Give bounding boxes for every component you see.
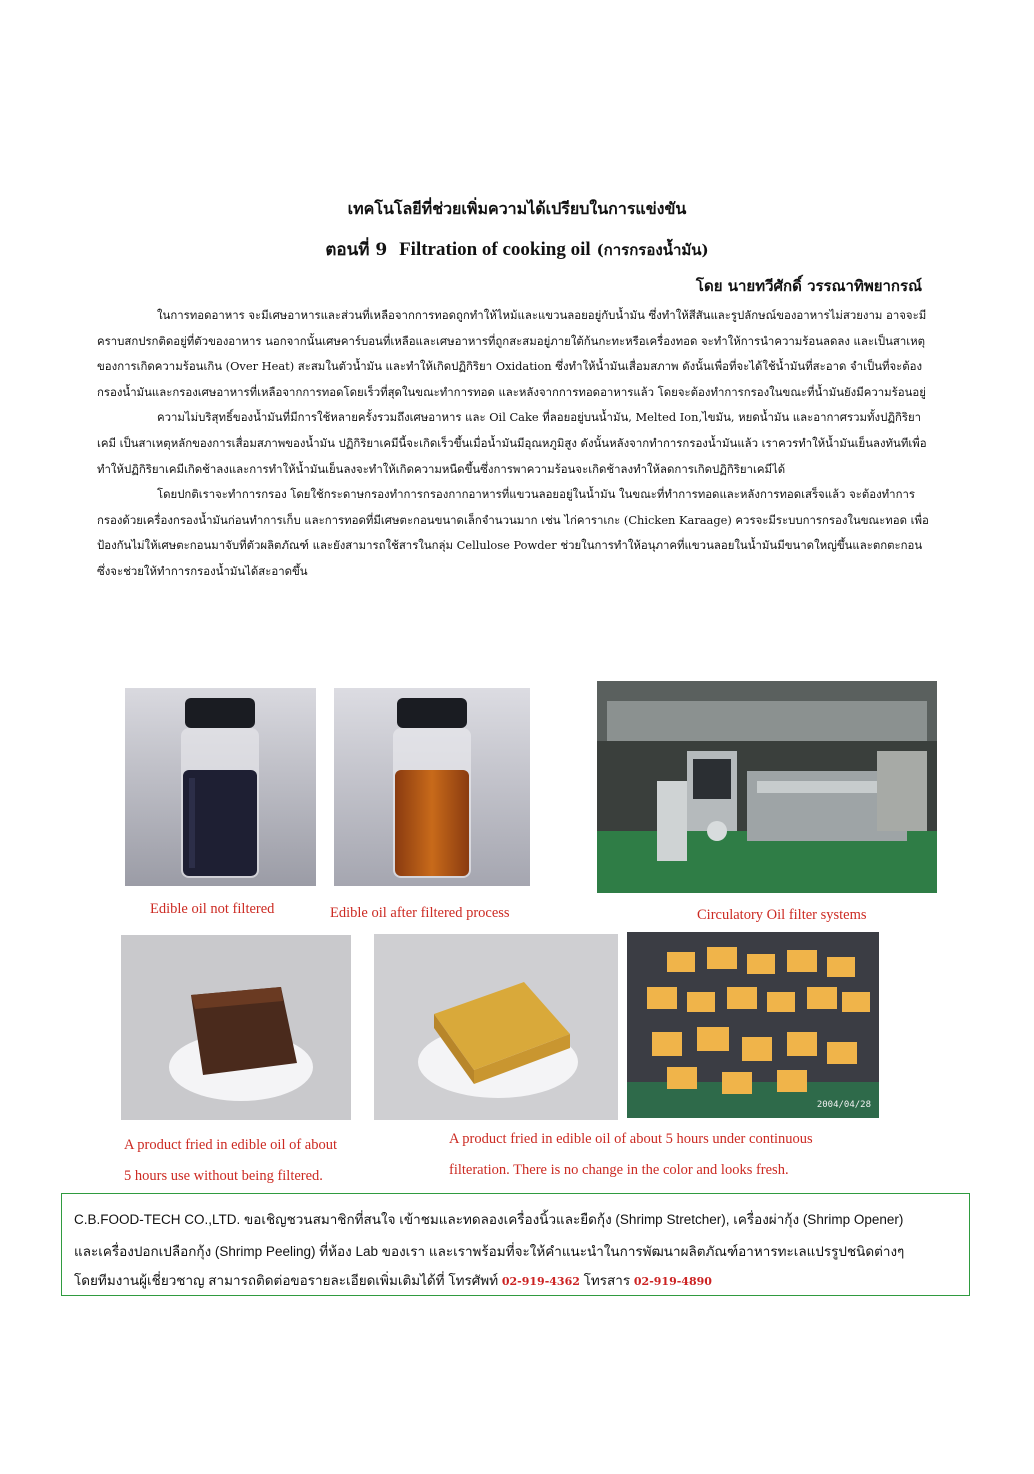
photo-oil-filtered <box>334 688 530 886</box>
paragraph-3: โดยปกติเราจะทำการกรอง โดยใช้กระดาษกรองทำการกรองกากอาหารที่แขวนลอยอยู่ในน้ำมัน ในขณะที่ทำการทอดและหลังการทอดเสร็จแล้ว จะต้องทำการกรองด้วยเครื่องกรองน้ำมันก่อนทำการเก็บ และการทอดที่มีเศษตะกอนขนาดเล็กจำนวนมาก เช่น ไก่คาราเกะ (Chicken Karaage) ควรจะมีระบบการกรองในขณะทอด เพื่อป้องกันไม่ให้เศษตะกอนมาจับที่ตัวผลิตภัณฑ์ และยังสามารถใช้สารในกลุ่ม Cellulose Powder ช่วยในการทำให้อนุภาคที่แขวนลอยในน้ำมันมีขนาดใหญ่ขึ้นและตกตะกอน ซึ่งจะช่วยให้ทำการกรองน้ำมันได้สะอาดขึ้น <box>97 487 929 578</box>
photo-filter-system <box>597 681 937 893</box>
caption-filter-system: Circulatory Oil filter systems <box>697 907 867 923</box>
caption-product-filtered-line2: filteration. There is no change in the color and looks fresh. <box>449 1162 789 1178</box>
article-body <box>97 303 937 585</box>
caption-product-filtered-line1: A product fried in edible oil of about 5 hours under continuous <box>449 1131 813 1147</box>
photo-tofu-on-rack <box>627 932 879 1118</box>
contact-box <box>61 1193 970 1296</box>
contact-phone: 02-919-4362 <box>501 1275 580 1288</box>
paragraph-1: ในการทอดอาหาร จะมีเศษอาหารและส่วนที่เหลือจากการทอดถูกทำให้ไหม้และแขวนลอยอยู่กับน้ำมัน ซึ่งทำให้สีสันและรูปลักษณ์ของอาหารไม่สวยงาม อาจจะมีคราบสกปรกติดอยู่ที่ตัวของอาหาร นอกจากนั้นเศษคาร์บอนที่เหลือและเศษอาหารที่ถูกสะสมอยู่ภายใต้ก้นกะทะหรือเครื่องทอด จะทำให้การนำความร้อนลดลง และเป็นสาเหตุของการเกิดความร้อนเกิน (Over Heat) สะสมในตัวน้ำมัน และทำให้เกิดปฏิกิริยา Oxidation ซึ่งทำให้น้ำมันเสื่อมสภาพ ดังนั้นเพื่อที่จะได้ใช้น้ำมันที่สะอาด จำเป็นที่จะต้องกรองน้ำมันและกรองเศษอาหารที่เหลือจากการทอดโดยเร็วที่สุดในขณะทำการทอด และหลังจากการทอดอาหารแล้ว โดยจะต้องทำการกรองในขณะที่น้ำมันยังมีความร้อนอยู่ <box>97 308 927 399</box>
photo-product-filtered <box>374 934 618 1120</box>
photo-oil-not-filtered <box>125 688 316 886</box>
episode-prefix: ตอนที่ 9 <box>325 240 388 260</box>
caption-product-unfiltered-line1: A product fried in edible oil of about <box>124 1137 338 1153</box>
caption-product-unfiltered <box>124 1130 337 1192</box>
article-title: เทคโนโลยีที่ช่วยเพิ่มความได้เปรียบในการแข่งขัน <box>347 199 687 218</box>
photo-product-unfiltered <box>121 935 351 1120</box>
contact-fax: 02-919-4890 <box>633 1275 712 1288</box>
photo-date-stamp: 2004/04/28 <box>816 1100 871 1110</box>
contact-line-3 <box>74 1269 712 1291</box>
article-subtitle <box>0 236 1034 263</box>
contact-line-2: และเครื่องปอกเปลือกกุ้ง (Shrimp Peeling) ที่ห้อง Lab ของเรา และเราพร้อมที่จะให้คำแนะนำในการพัฒนาผลิตภัณฑ์อาหารทะเลแปรรูปชนิดต่างๆ <box>74 1244 905 1259</box>
contact-line-1: C.B.FOOD-TECH CO.,LTD. ขอเชิญชวนสมาชิกที่สนใจ เข้าชมและทดลองเครื่องนิ้วและยืดกุ้ง (Shrimp Stretcher), เครื่องผ่ากุ้ง (Shrimp Opener) <box>74 1212 904 1227</box>
paragraph-2: ความไม่บริสุทธิ์ของน้ำมันที่มีการใช้หลายครั้งรวมถึงเศษอาหาร และ Oil Cake ที่ลอยอยู่บนน้ำมัน, Melted Ion,ไขมัน, หยดน้ำมัน และอากาศรวมทั้งปฏิกิริยาเคมี เป็นสาเหตุหลักของการเสื่อมสภาพของน้ำมัน ปฏิกิริยาเคมีนี้จะเกิดเร็วขึ้นเมื่อน้ำมันมีอุณหภูมิสูง ดังนั้นหลังจากทำการกรองน้ำมันแล้ว เราควรทำให้น้ำมันเย็นลงทันทีเพื่อทำให้ปฏิกิริยาเคมีเกิดช้าลงและการทำให้น้ำมันเย็นลงจะทำให้เกิดความหนืดขึ้นซึ่งการพาความร้อนจะเกิดช้าลงทำให้ลดการเกิดปฏิกิริยาเคมีได้ <box>97 410 927 476</box>
author-line: โดย นายทวีศักดิ์ วรรณาทิพยากรณ์ <box>695 277 922 295</box>
episode-title-th: (การกรองน้ำมัน) <box>596 241 709 259</box>
caption-product-filtered <box>449 1124 813 1186</box>
contact-fax-label: โทรสาร <box>583 1273 631 1288</box>
caption-oil-filtered: Edible oil after filtered process <box>330 905 510 921</box>
episode-title-en: Filtration of cooking oil <box>399 239 591 260</box>
contact-line-3-text: โดยทีมงานผู้เชี่ยวชาญ สามารถติดต่อขอรายละเอียดเพิ่มเติมได้ที่ โทรศัพท์ <box>74 1273 499 1288</box>
caption-product-unfiltered-line2: 5 hours use without being filtered. <box>124 1168 323 1184</box>
caption-oil-not-filtered: Edible oil not filtered <box>150 901 275 917</box>
